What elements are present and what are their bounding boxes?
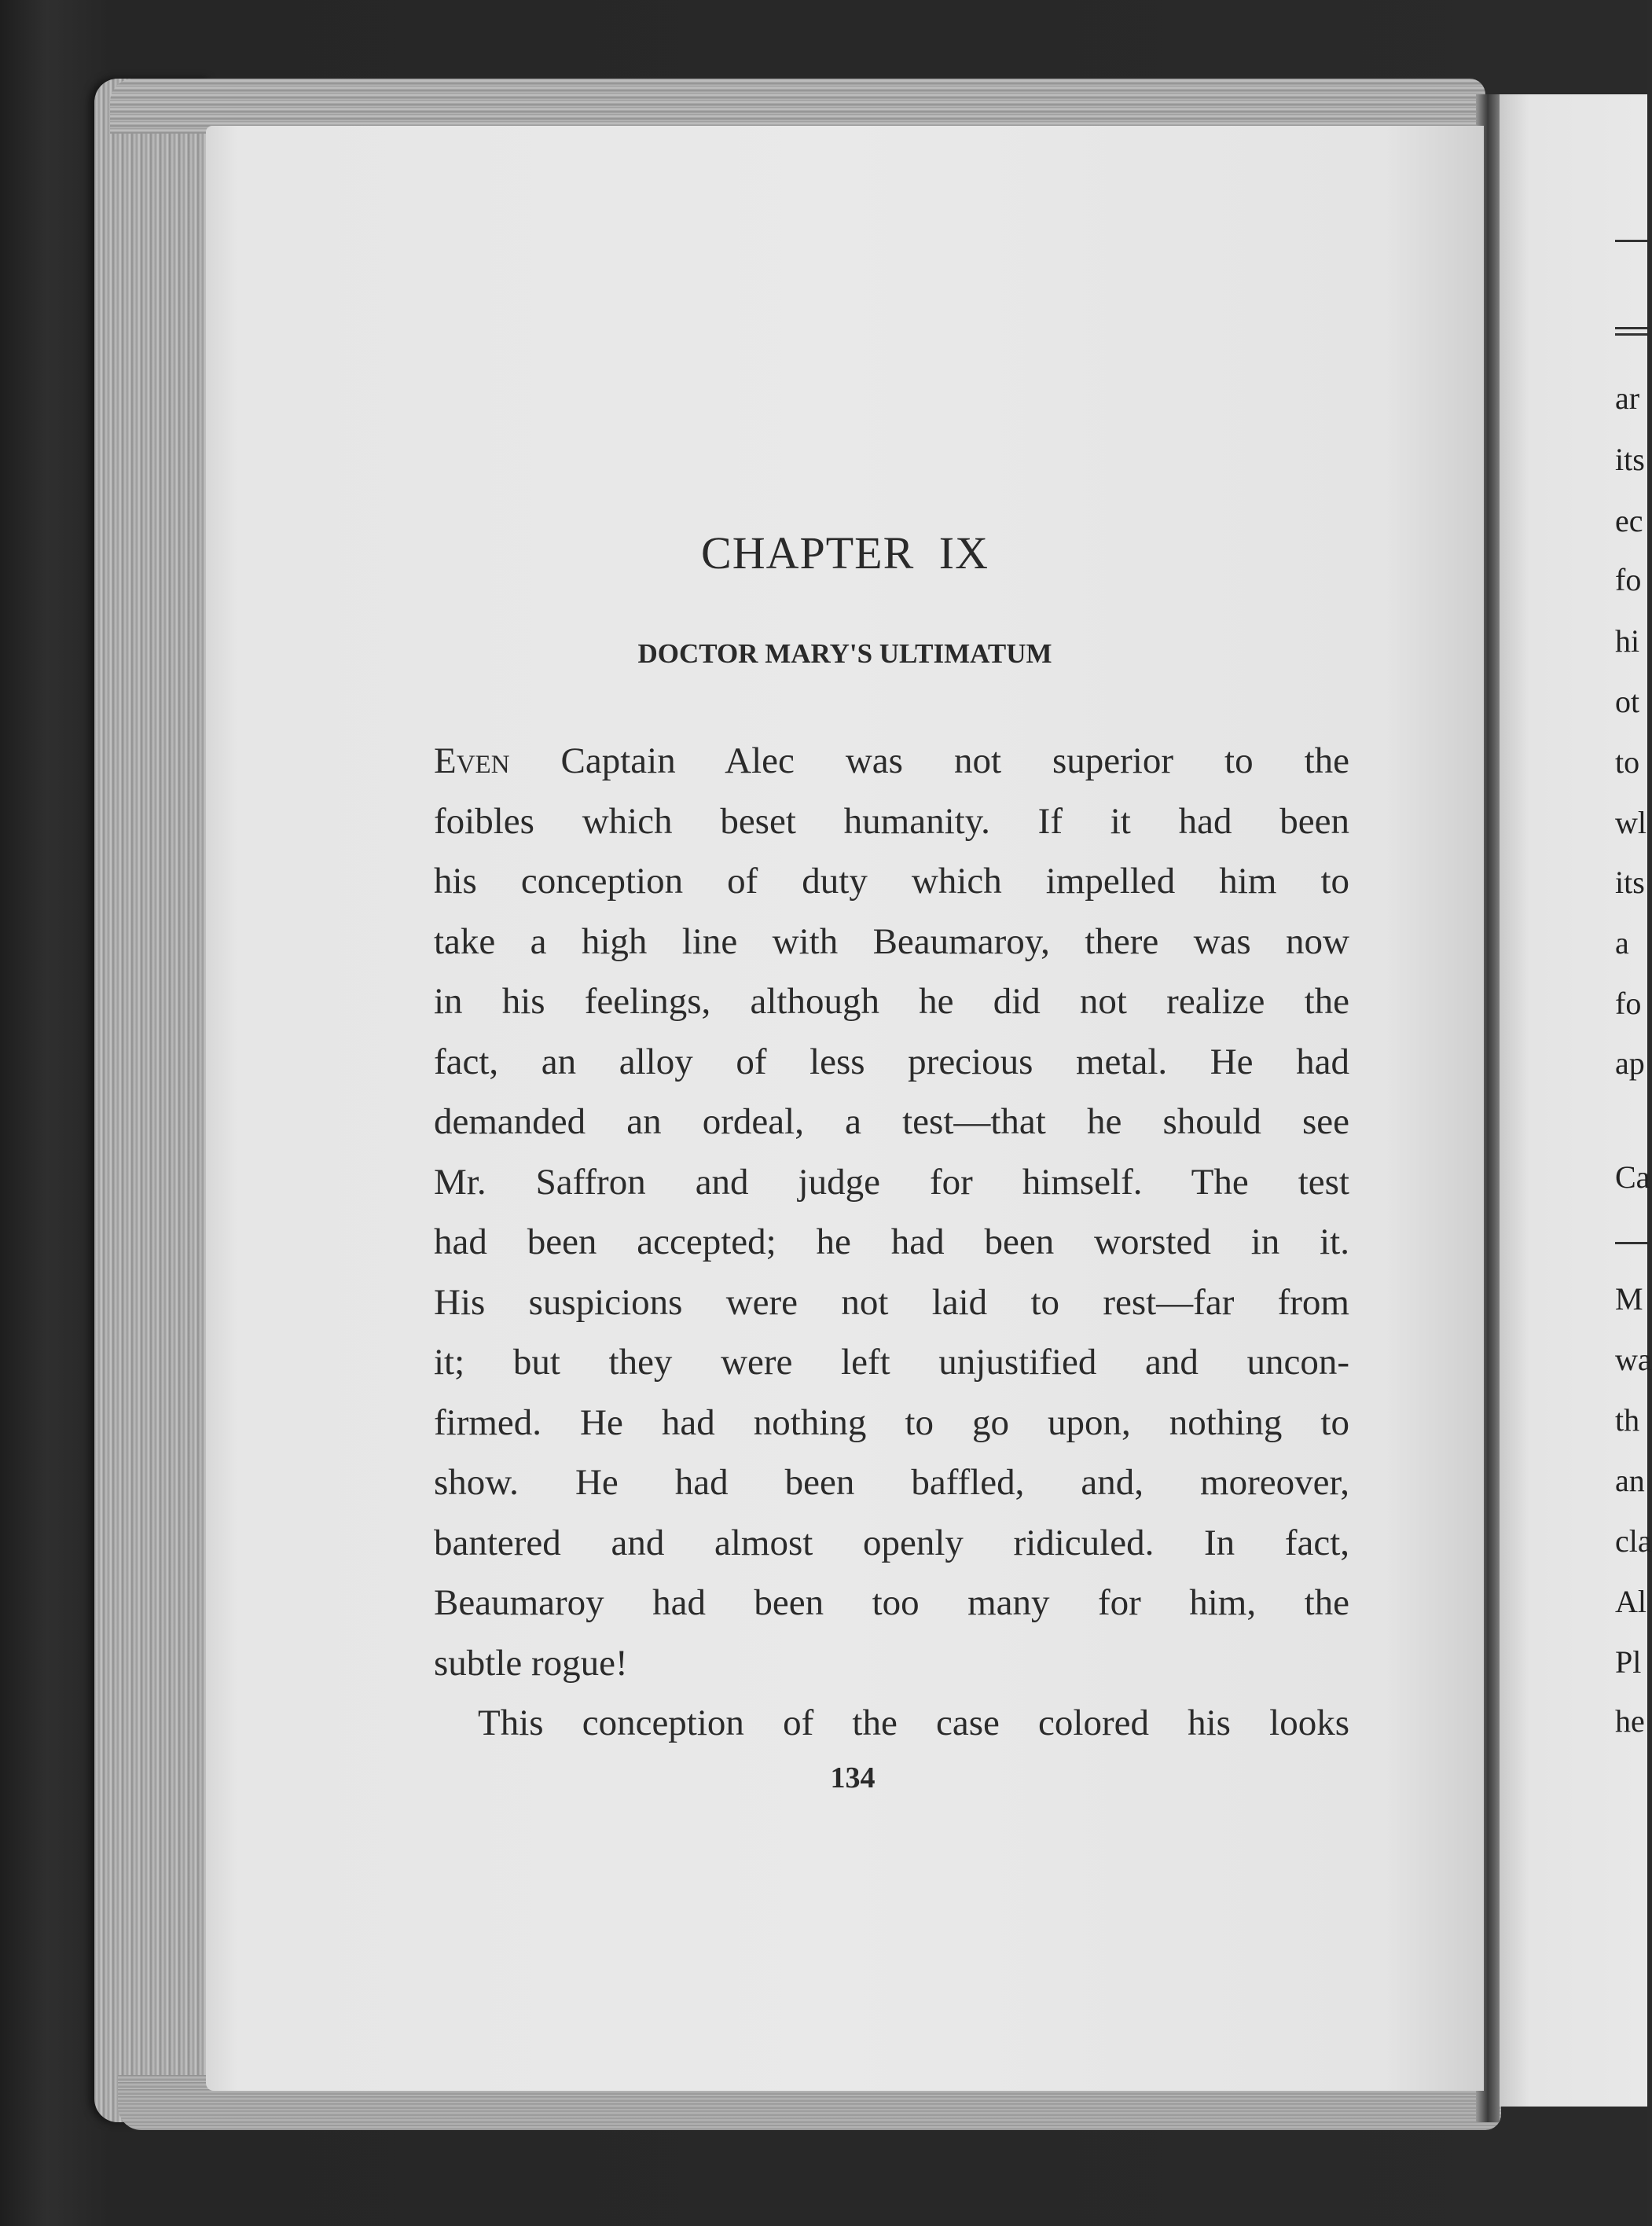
facing-page-fragment: wl: [1615, 805, 1646, 840]
body-line: [434, 731, 1349, 792]
body-text: [434, 731, 1349, 1754]
facing-page-fragment: ar: [1615, 380, 1640, 416]
facing-page-rule: [1615, 333, 1647, 336]
facing-page-fragment: Al: [1615, 1584, 1646, 1619]
facing-page-fragment: ap: [1615, 1045, 1645, 1081]
body-line: This conception of the case colored his looks: [478, 1703, 1349, 1743]
body-line: bantered and almost openly ridiculed. In fact,: [434, 1522, 1349, 1563]
body-line: it; but they were left unjustified and uncon-: [434, 1342, 1349, 1383]
facing-page-fragment: a: [1615, 925, 1629, 961]
facing-page-fragment: wa: [1615, 1342, 1652, 1377]
body-line: foibles which beset humanity. If it had been: [434, 800, 1349, 842]
facing-page-fragment: its: [1615, 442, 1645, 477]
page-number: 134: [830, 1761, 876, 1794]
facing-page-fragment: fo: [1615, 986, 1642, 1021]
facing-page-fragment: hi: [1615, 623, 1640, 659]
facing-page-fragment: th: [1615, 1402, 1640, 1438]
facing-page-fragment: fo: [1615, 562, 1642, 597]
body-line: Beaumaroy had been too many for him, the: [434, 1582, 1349, 1623]
facing-page-fragment: he: [1615, 1703, 1645, 1739]
facing-page-fragment: its: [1615, 865, 1645, 900]
facing-page-fragment: Pl: [1615, 1644, 1642, 1680]
facing-page-rule: [1615, 1242, 1647, 1244]
facing-page-fragment: ot: [1615, 684, 1640, 719]
body-line: demanded an ordeal, a test—that he should see: [434, 1101, 1349, 1142]
body-line: His suspicions were not laid to rest—far from: [434, 1281, 1349, 1323]
body-line: Mr. Saffron and judge for himself. The test: [434, 1161, 1349, 1203]
lead-word: Even: [434, 740, 510, 781]
facing-page-fragment: to: [1615, 744, 1640, 780]
facing-page-fragment: M: [1615, 1281, 1643, 1317]
body-line: fact, an alloy of less precious metal. He had: [434, 1041, 1349, 1082]
facing-page-fragment: ec: [1615, 503, 1643, 538]
body-line: had been accepted; he had been worsted in it.: [434, 1221, 1349, 1262]
chapter-subtitle: DOCTOR MARY'S ULTIMATUM: [637, 638, 1052, 669]
body-line: show. He had been baffled, and, moreover,: [434, 1462, 1349, 1503]
facing-page-rule: [1615, 240, 1647, 242]
body-line-text: Captain Alec was not superior to the: [509, 740, 1349, 781]
body-line: firmed. He had nothing to go upon, nothing to: [434, 1401, 1349, 1443]
body-line: take a high line with Beaumaroy, there was now: [434, 920, 1349, 962]
facing-page-fragment: Ca: [1615, 1159, 1650, 1195]
body-line: subtle rogue!: [434, 1642, 628, 1684]
body-line: his conception of duty which impelled him to: [434, 861, 1349, 902]
chapter-title: CHAPTER IX: [701, 527, 989, 579]
facing-page-fragment: cla: [1615, 1523, 1652, 1559]
facing-page-rule: [1615, 327, 1647, 329]
facing-page-fragment: an: [1615, 1463, 1645, 1498]
page-edges-left: [94, 79, 212, 2122]
body-line: in his feelings, although he did not realize the: [434, 981, 1349, 1022]
